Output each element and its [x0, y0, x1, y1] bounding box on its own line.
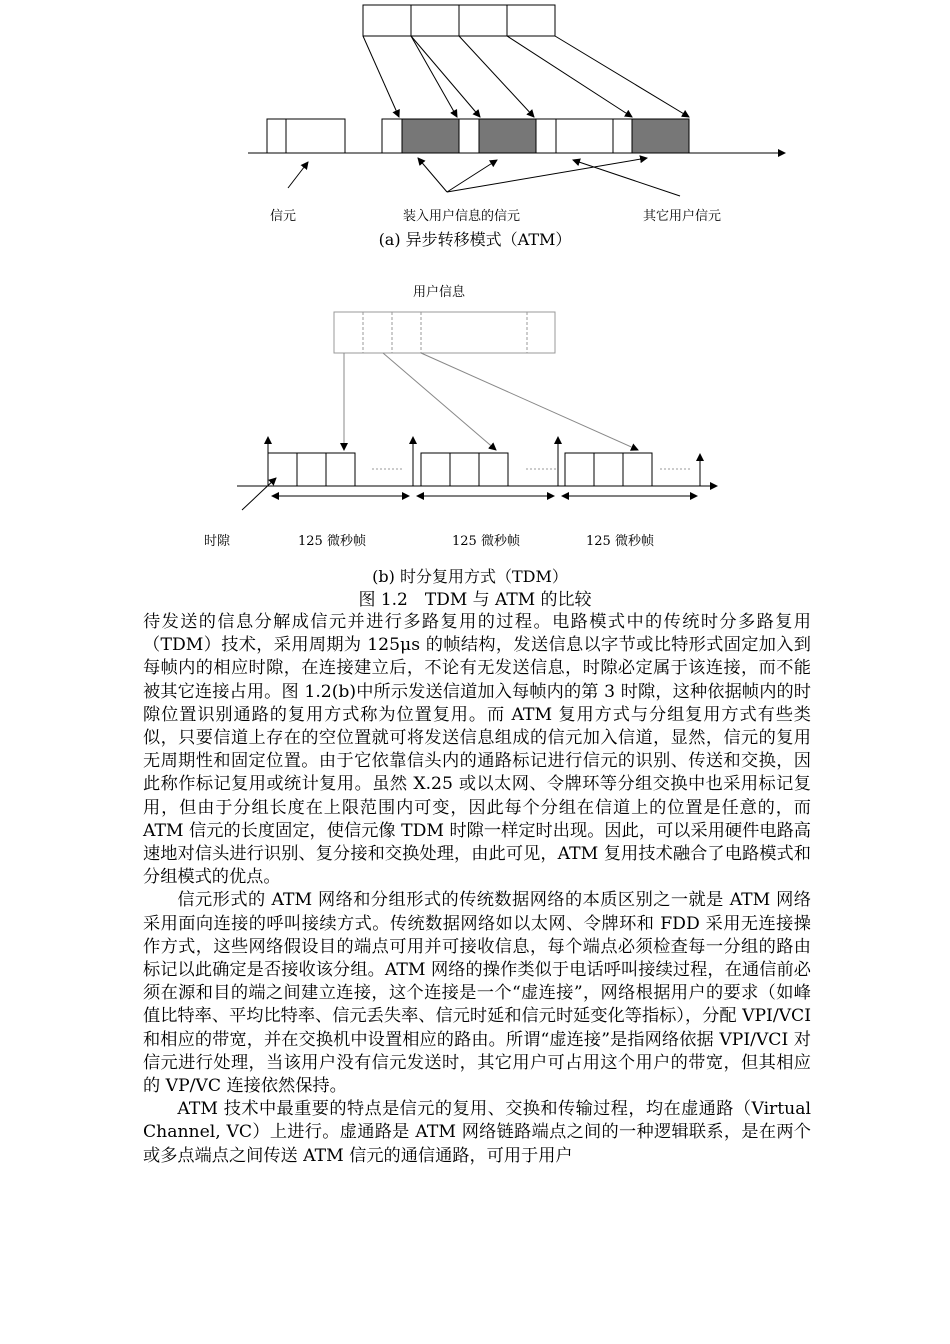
- body-text: [143, 611, 811, 1168]
- atm-label-loaded: 装入用户信息的信元: [403, 209, 521, 224]
- atm-subcaption: (a) 异步转移模式（ATM）: [378, 230, 572, 249]
- atm-label-cell: 信元: [270, 209, 297, 224]
- tdm-label-frame-2: 125 微秒帧: [452, 534, 520, 549]
- tdm-label-slot: 时隙: [204, 534, 231, 549]
- tdm-label-user-info: 用户信息: [413, 285, 466, 300]
- figure-caption: 图 1.2 TDM 与 ATM 的比较: [358, 590, 592, 610]
- paragraph-1: 待发送的信息分解成信元并进行多路复用的过程。电路模式中的传统时分多路复用（TDM）技术，采用周期为 125μs 的帧结构，发送信息以字节或比特形式固定加入到每帧内的相应时隙，在连接建立后，不论有无发送信息，时隙必定属于该连接，而不能被其它连接占用。图 1.2(b)中所示发送信道加入每帧内的第 3 时隙，这种依据帧内的时隙位置识别通路的复用方式称为位置复用。而 ATM 复用方式与分组复用方式有些类似，只要信道上存在的空位置就可将发送信息组成的信元加入信道，显然，信元的复用无周期性和固定位置。由于它依靠信头内的通路标记进行信元的识别、传送和交换，因此称作标记复用或统计复用。虽然 X.25 或以太网、令牌环等分组交换中也采用标记复用，但由于分组长度在上限范围内可变，因此每个分组在信道上的位置是任意的，而 ATM 信元的长度固定，使信元像 TDM 时隙一样定时出现。因此，可以采用硬件电路高速地对信头进行识别、复分接和交换处理，由此可见，ATM 复用技术融合了电路模式和分组模式的优点。: [143, 612, 811, 888]
- tdm-subcaption: (b) 时分复用方式（TDM）: [372, 567, 568, 586]
- tdm-label-frame-3: 125 微秒帧: [586, 534, 654, 549]
- paragraph-2: 信元形式的 ATM 网络和分组形式的传统数据网络的本质区别之一就是 ATM 网络采用面向连接的呼叫接续方式。传统数据网络如以太网、令牌环和 FDD 采用无连接操作方式，这些网络假设目的端点可用并可接收信息，每个端点必须检查每一分组的路由标记以此确定是否接收该分组。ATM 网络的操作类似于电话呼叫接续过程，在通信前必须在源和目的端之间建立连接，这个连接是一个“虚连接”，网络根据用户的要求（如峰值比特率、平均比特率、信元丢失率、信元时延和信元时延变化等指标），分配 VPI/VCI 和相应的带宽，并在交换机中设置相应的路由。所谓“虚连接”是指网络依据 VPI/VCI 对信元进行处理，当该用户没有信元发送时，其它用户可占用这个用户的带宽，但其相应的 VP/VC 连接依然保持。: [143, 890, 811, 1097]
- tdm-label-frame-1: 125 微秒帧: [298, 534, 366, 549]
- atm-diagram: [248, 5, 785, 196]
- atm-label-other: 其它用户信元: [643, 209, 722, 224]
- paragraph-3: ATM 技术中最重要的特点是信元的复用、交换和传输过程，均在虚通路（Virtual Channel, VC）上进行。虚通路是 ATM 网络链路端点之间的一种逻辑联系，是在两个或多点端点之间传送 ATM 信元的通信通路，可用于用户: [143, 1099, 811, 1166]
- figure-1-2: [0, 0, 950, 590]
- tdm-diagram: [237, 312, 717, 510]
